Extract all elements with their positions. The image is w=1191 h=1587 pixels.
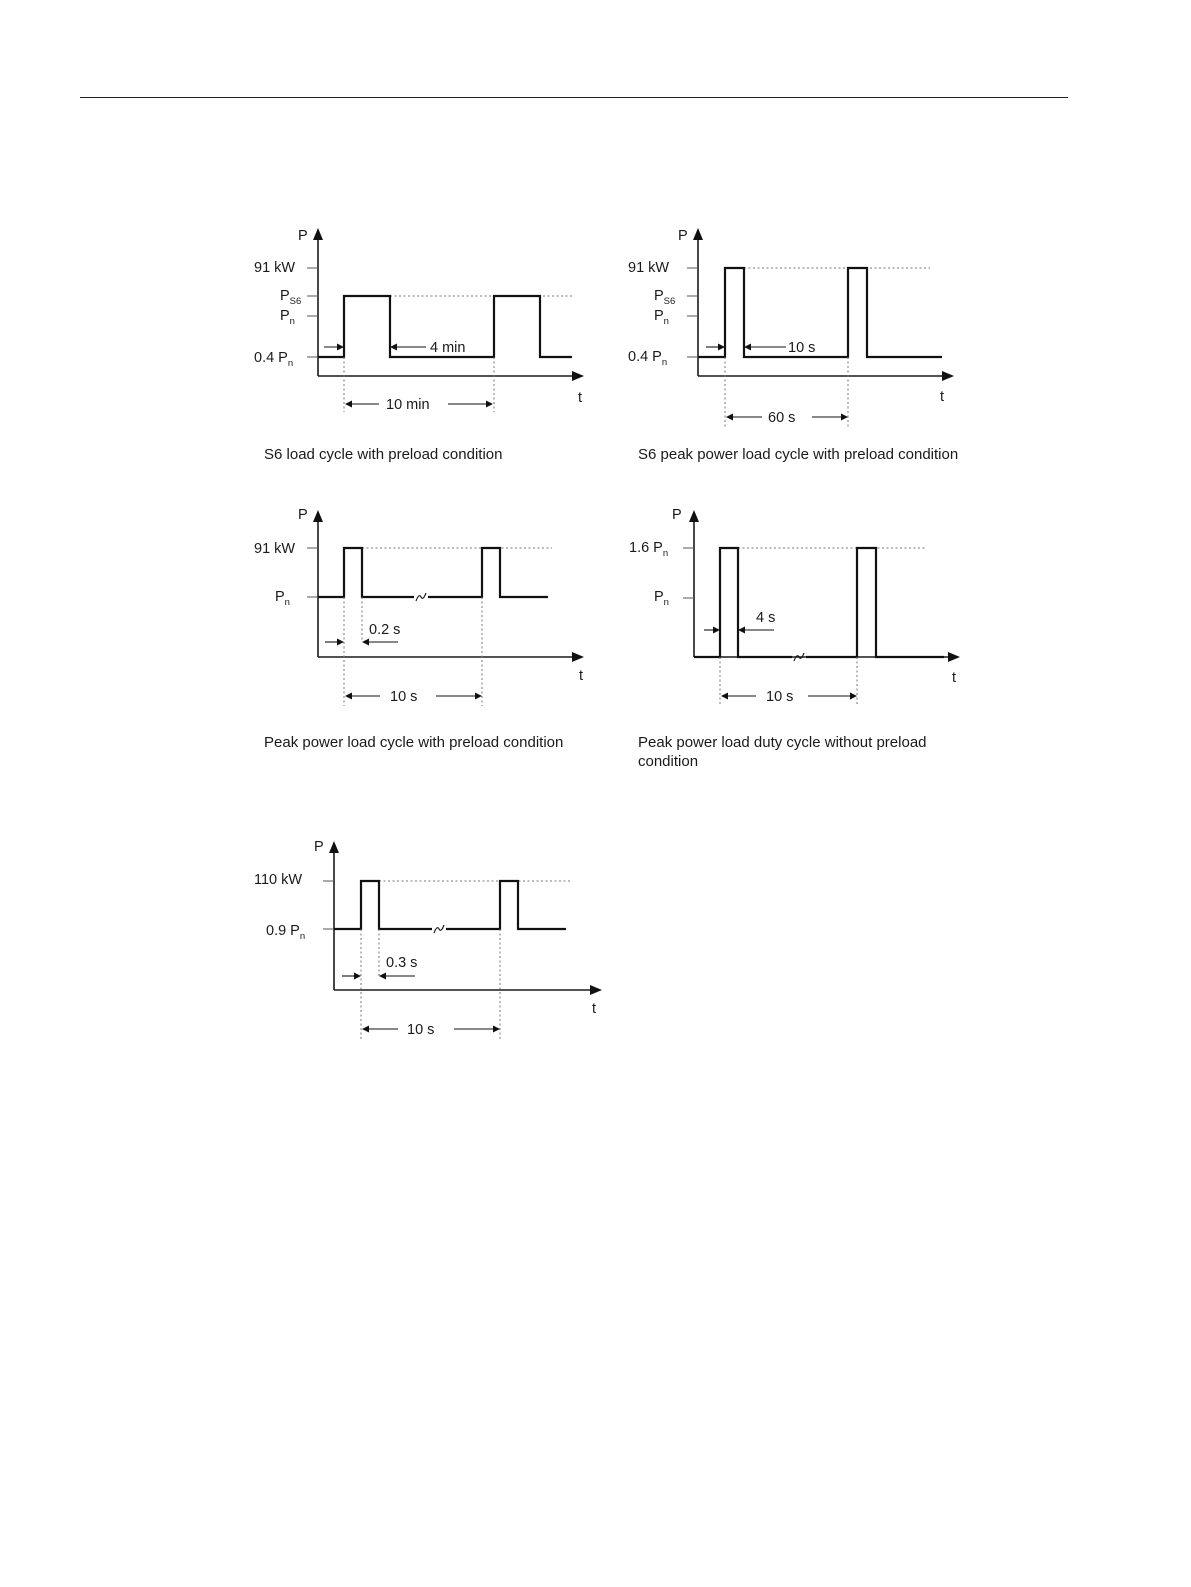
diagram-peak-power-duty-cycle-no-preload bbox=[629, 507, 960, 770]
level-label: 0.4 $P_n$ bbox=[254, 350, 294, 369]
level-label: $P_n$ bbox=[280, 308, 295, 327]
dimension-label: 10 min bbox=[386, 397, 430, 413]
level-label: 0.9 $P_n$ bbox=[266, 923, 306, 942]
load-waveform bbox=[806, 548, 944, 657]
dimension-label: 10 s bbox=[407, 1022, 435, 1038]
level-label: 1.6 $P_n$ bbox=[629, 540, 669, 559]
diagram-caption: S6 peak power load cycle with preload condition bbox=[638, 446, 959, 463]
x-axis-label: t bbox=[952, 670, 957, 686]
load-waveform bbox=[334, 881, 432, 929]
level-label: 110 kW bbox=[254, 872, 303, 888]
load-waveform bbox=[698, 268, 942, 357]
load-waveform bbox=[428, 548, 548, 597]
dimension-label: 4 s bbox=[756, 610, 776, 626]
diagram-peak-110kw-cycle bbox=[254, 839, 602, 1039]
x-axis-label: t bbox=[578, 390, 583, 406]
dimension-label: 0.3 s bbox=[386, 955, 418, 971]
dimension-label: 10 s bbox=[788, 340, 816, 356]
level-label: 91 kW bbox=[254, 260, 296, 276]
level-label: 0.4 $P_n$ bbox=[628, 349, 668, 368]
level-label: $P_n$ bbox=[275, 589, 290, 608]
x-axis-label: t bbox=[940, 389, 945, 405]
y-axis-label: P bbox=[314, 839, 324, 855]
time-break bbox=[434, 925, 444, 933]
y-axis-label: P bbox=[678, 228, 688, 244]
dimension-label: 4 min bbox=[430, 340, 466, 356]
dimension-label: 10 s bbox=[390, 689, 418, 705]
load-waveform bbox=[694, 548, 792, 657]
diagram-s6-peak-power-load-cycle bbox=[628, 228, 958, 463]
level-label: $P_{S6}$ bbox=[654, 288, 676, 307]
x-axis-label: t bbox=[592, 1001, 597, 1017]
diagram-caption: S6 load cycle with preload condition bbox=[264, 446, 503, 463]
level-label: $P_n$ bbox=[654, 589, 669, 608]
level-label: 91 kW bbox=[628, 260, 670, 276]
diagram-peak-power-load-cycle-preload bbox=[254, 507, 584, 751]
diagram-s6-load-cycle bbox=[254, 228, 584, 463]
level-label: 91 kW bbox=[254, 541, 296, 557]
x-axis-label: t bbox=[579, 668, 584, 684]
level-label: $P_n$ bbox=[654, 308, 669, 327]
diagram-caption: Peak power load duty cycle without preload bbox=[638, 734, 927, 751]
level-label: $P_{S6}$ bbox=[280, 288, 302, 307]
dimension-label: 10 s bbox=[766, 689, 794, 705]
y-axis-label: P bbox=[672, 507, 682, 523]
dimension-label: 60 s bbox=[768, 410, 796, 426]
diagram-caption: condition bbox=[638, 753, 699, 770]
time-break bbox=[416, 593, 426, 601]
dimension-label: 0.2 s bbox=[369, 622, 401, 638]
y-axis-label: P bbox=[298, 507, 308, 523]
load-waveform bbox=[446, 881, 566, 929]
load-waveform bbox=[318, 548, 414, 597]
time-break bbox=[794, 653, 804, 661]
y-axis-label: P bbox=[298, 228, 308, 244]
diagram-caption: Peak power load cycle with preload condition bbox=[264, 734, 564, 751]
